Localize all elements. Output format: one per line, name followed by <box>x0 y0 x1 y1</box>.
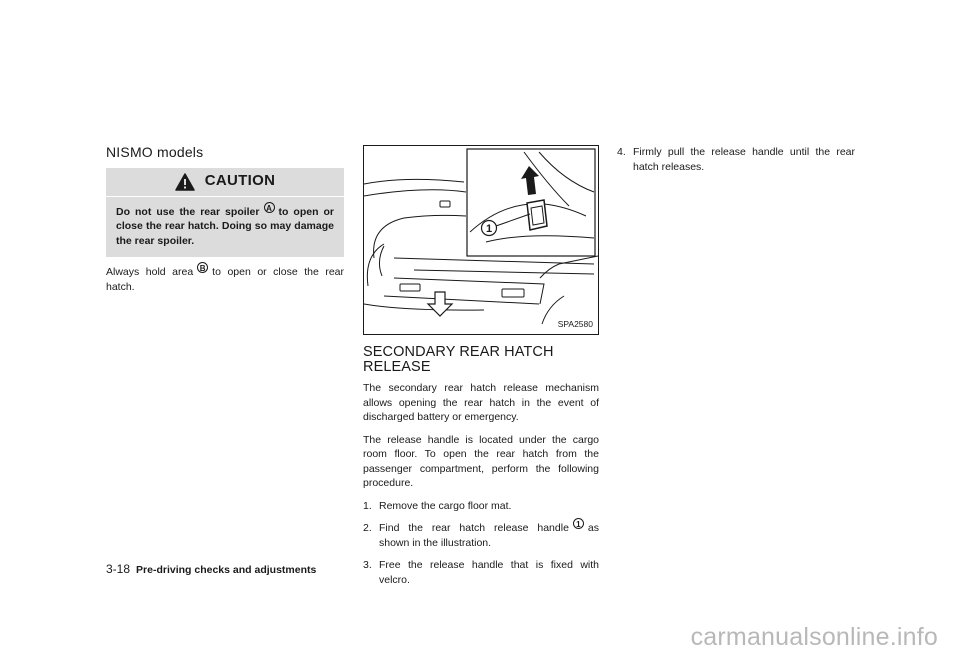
step-text <box>379 521 599 550</box>
caution-text-before: Do not use the rear spoiler <box>116 205 260 218</box>
caution-text-after: to open or close the rear hatch. Doing so may damage the rear spoiler. <box>116 205 335 247</box>
step-text: Free the release handle that is fixed with velcro. <box>379 559 599 586</box>
step-2 <box>363 521 599 550</box>
step-4 <box>617 145 855 174</box>
chapter-title: Pre-driving checks and adjustments <box>136 564 317 576</box>
caution-box <box>106 168 344 258</box>
caution-header <box>106 168 344 197</box>
step-text: Firmly pull the release handle until the rear hatch releases. <box>633 146 855 173</box>
step-2-text-after: as shown in the illustration. <box>379 522 599 549</box>
intro-paragraph: The secondary rear hatch release mechanism allows opening the rear hatch in the event of discharged battery or emergency. <box>363 382 599 423</box>
marker-a-icon: A <box>264 202 275 213</box>
middle-column <box>363 145 599 595</box>
marker-b-icon: B <box>197 262 208 273</box>
step-number: 2. <box>363 522 372 534</box>
figure-caption: SPA2580 <box>557 318 593 329</box>
site-watermark: carmanualsonline.info <box>690 623 938 651</box>
marker-1-icon: 1 <box>573 518 584 529</box>
hold-area-paragraph <box>106 265 344 294</box>
location-paragraph: The release handle is located under the cargo room floor. To open the rear hatch from the passenger compartment, perform the following procedure. <box>363 433 599 489</box>
cargo-floor-drawing <box>364 146 598 334</box>
step-number: 1. <box>363 499 372 512</box>
section-heading-secondary-release: SECONDARY REAR HATCH RELEASE <box>363 344 554 375</box>
step-number: 3. <box>363 559 372 571</box>
step-number: 4. <box>617 146 626 158</box>
right-column <box>617 145 855 182</box>
warning-triangle-icon <box>175 173 195 191</box>
page-number: 3-18 <box>106 562 131 576</box>
page-footer <box>106 562 316 576</box>
callout-1-label: 1 <box>485 223 493 235</box>
hold-area-text-after: to open or close the rear hatch. <box>106 266 344 293</box>
release-handle-illustration <box>363 145 599 335</box>
section-heading-nismo: NISMO models <box>106 144 204 160</box>
step-text: Remove the cargo floor mat. <box>379 499 512 512</box>
caution-title: CAUTION <box>204 172 276 190</box>
step-1 <box>363 499 599 514</box>
hold-area-text-before: Always hold area <box>106 266 194 278</box>
step-2-text-before: Find the rear hatch release handle <box>379 522 569 534</box>
step-3 <box>363 558 599 587</box>
caution-text <box>116 205 334 249</box>
left-column <box>106 145 344 302</box>
